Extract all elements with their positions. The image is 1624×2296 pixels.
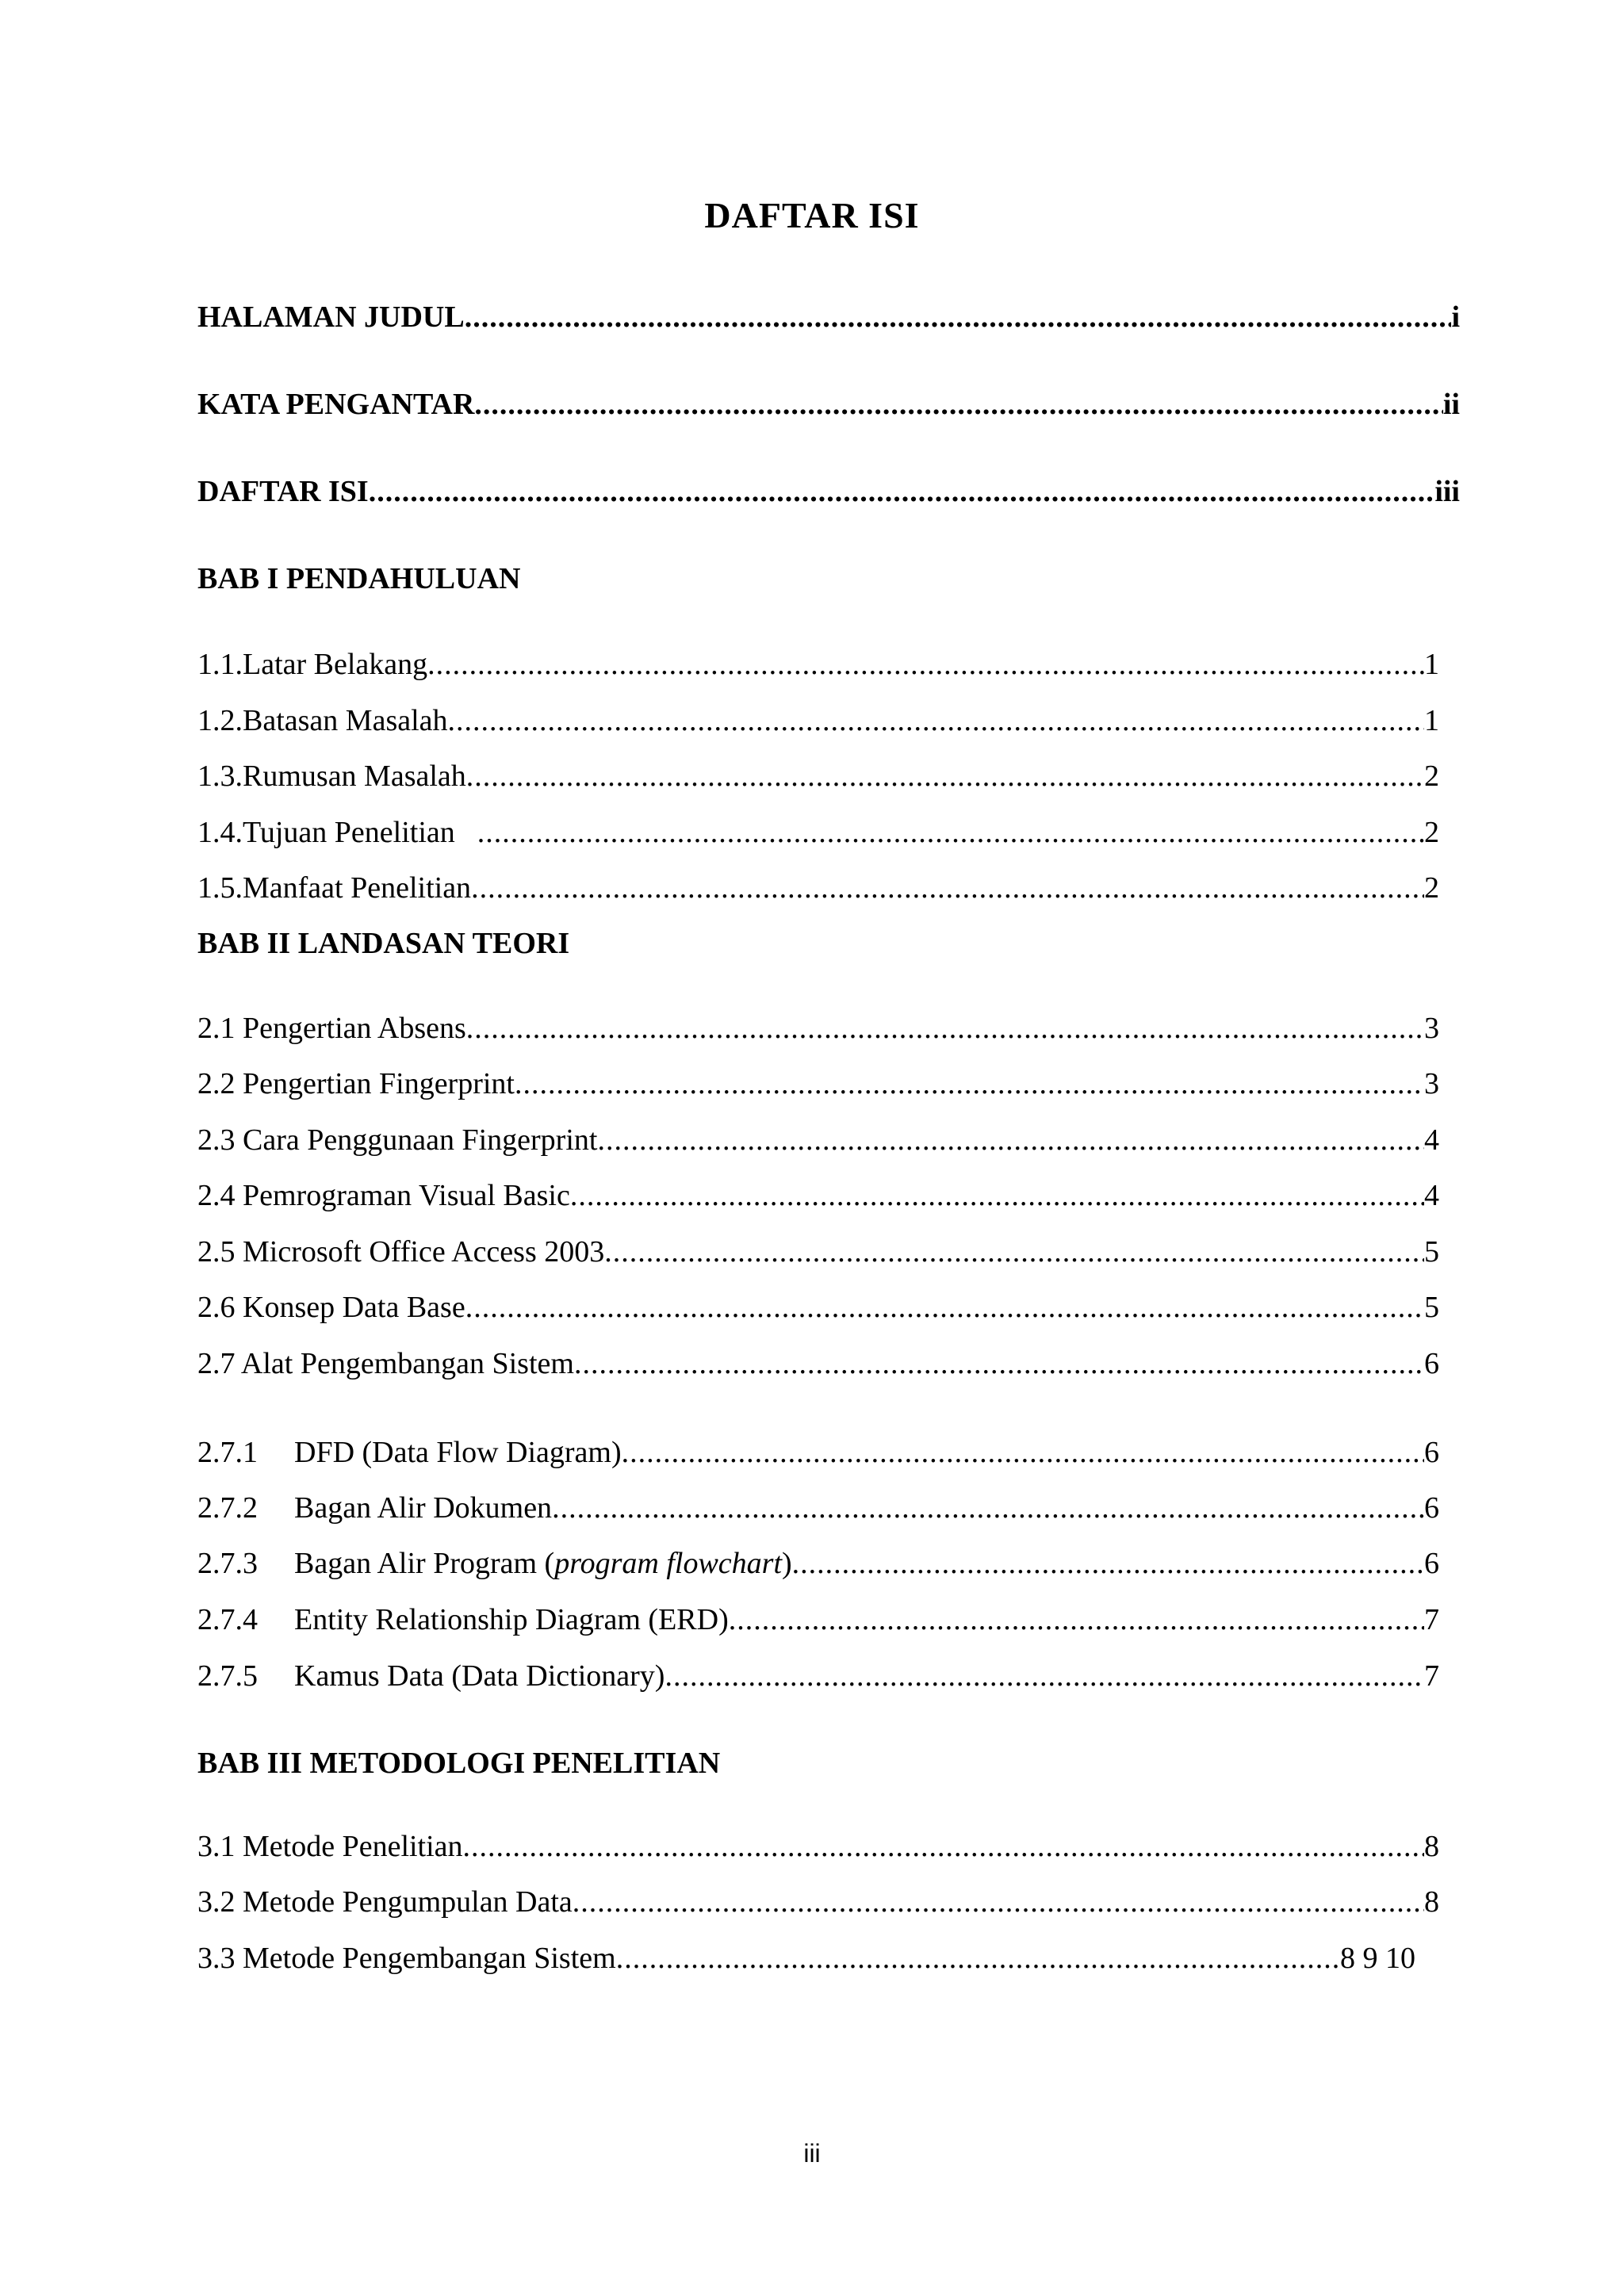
toc-entry-label: 2.1 Pengertian Absens [197,1012,466,1045]
toc-entry-label: 3.2 Metode Pengumpulan Data [197,1885,573,1919]
toc-entry-kata-pengantar[interactable] [197,385,1460,423]
toc-entry-label: 1.4.Tujuan Penelitian [197,816,455,849]
toc-entry-label [197,1601,729,1639]
toc-entry-label: DAFTAR ISI [197,475,369,508]
toc-entry-label: 3.3 Metode Pengembangan Sistem [197,1942,616,1975]
toc-subentry-2-7-3[interactable] [197,1544,1439,1582]
toc-entry-page: 6 [1424,1347,1439,1380]
dot-leader [463,1827,1424,1866]
toc-entry-halaman-judul[interactable] [197,298,1460,336]
toc-entry-2-7[interactable] [197,1345,1439,1383]
dot-leader [466,757,1424,795]
toc-entry-text-italic: program flowchart [554,1547,782,1580]
dot-leader [465,1288,1424,1326]
toc-subentry-2-7-5[interactable] [197,1657,1439,1695]
dot-leader [471,869,1424,907]
toc-entry-label: 1.1.Latar Belakang [197,648,428,681]
toc-entry-label [197,1433,622,1471]
toc-entry-page: 8 9 10 [1340,1942,1415,1975]
toc-entry-page: 8 [1424,1830,1439,1863]
dot-leader [574,1345,1424,1383]
toc-entry-1-1[interactable] [197,645,1439,683]
dot-leader [729,1601,1424,1639]
dot-leader [465,298,1452,336]
toc-entry-page: 6 [1424,1436,1439,1469]
toc-entry-page: 4 [1424,1179,1439,1212]
dot-leader [597,1121,1424,1159]
toc-entry-2-6[interactable] [197,1288,1439,1326]
toc-entry-page: 1 [1424,704,1439,737]
toc-entry-2-3[interactable] [197,1121,1439,1159]
toc-entry-label: KATA PENGANTAR [197,388,475,421]
toc-entry-page: 7 [1424,1603,1439,1636]
toc-entry-label: 3.1 Metode Penelitian [197,1830,463,1863]
toc-entry-label [197,1657,665,1695]
toc-entry-1-3[interactable] [197,757,1439,795]
dot-leader [427,645,1424,683]
chapter-heading-bab3: BAB III METODOLOGI PENELITIAN [197,1747,721,1780]
toc-entry-text: Entity Relationship Diagram (ERD) [294,1603,729,1636]
dot-leader [570,1177,1424,1215]
dot-leader [604,1233,1424,1271]
toc-entry-1-5[interactable] [197,869,1439,907]
toc-entry-number: 2.7.2 [197,1491,258,1525]
toc-entry-2-1[interactable] [197,1009,1439,1047]
toc-entry-page: i [1451,300,1460,334]
toc-entry-page: ii [1442,388,1460,421]
dot-leader [474,385,1442,423]
toc-entry-text: Bagan Alir Dokumen [294,1491,553,1525]
toc-entry-page: 5 [1424,1291,1439,1324]
toc-entry-text: Kamus Data (Data Dictionary) [294,1659,665,1693]
toc-entry-label: 2.3 Cara Penggunaan Fingerprint [197,1123,598,1157]
toc-entry-1-4[interactable] [197,813,1439,851]
dot-leader [573,1883,1424,1921]
toc-entry-label [197,1489,552,1527]
dot-leader [515,1065,1424,1103]
toc-entry-page: 7 [1424,1659,1439,1693]
toc-entry-page: 2 [1424,816,1439,849]
toc-entry-daftar-isi[interactable] [197,473,1460,511]
toc-entry-number: 2.7.1 [197,1436,258,1469]
toc-subentry-2-7-4[interactable] [197,1601,1439,1639]
dot-leader [665,1657,1424,1695]
dot-leader [477,813,1424,851]
toc-entry-label: 1.3.Rumusan Masalah [197,760,466,793]
page-number: iii [803,2139,821,2168]
toc-entry-2-2[interactable] [197,1065,1439,1103]
toc-entry-label: 2.5 Microsoft Office Access 2003 [197,1235,605,1269]
dot-leader [552,1489,1424,1527]
dot-leader [622,1433,1424,1471]
dot-leader [616,1939,1340,1977]
toc-entry-label: 1.2.Batasan Masalah [197,704,448,737]
dot-leader [792,1544,1424,1582]
toc-entry-label: HALAMAN JUDUL [197,300,465,334]
toc-entry-1-2[interactable] [197,702,1439,740]
toc-entry-page: 2 [1424,871,1439,905]
toc-entry-page: 3 [1424,1067,1439,1100]
toc-entry-2-5[interactable] [197,1233,1439,1271]
toc-entry-page: 6 [1424,1491,1439,1525]
chapter-heading-bab1: BAB I PENDAHULUAN [197,562,521,595]
toc-entry-label [197,1544,792,1582]
toc-entry-3-2[interactable] [197,1883,1439,1921]
toc-entry-page: iii [1434,475,1460,508]
toc-entry-page: 5 [1424,1235,1439,1269]
toc-entry-label: 2.2 Pengertian Fingerprint [197,1067,515,1100]
toc-subentry-2-7-1[interactable] [197,1433,1439,1471]
toc-subentry-2-7-2[interactable] [197,1489,1439,1527]
toc-entry-page: 8 [1424,1885,1439,1919]
toc-entry-label: 1.5.Manfaat Penelitian [197,871,472,905]
toc-entry-page: 4 [1424,1123,1439,1157]
toc-entry-text: DFD (Data Flow Diagram) [294,1436,622,1469]
toc-entry-page: 3 [1424,1012,1439,1045]
toc-entry-label: 2.4 Pemrograman Visual Basic [197,1179,570,1212]
toc-entry-number: 2.7.3 [197,1547,258,1580]
dot-leader [448,702,1424,740]
toc-entry-3-3[interactable] [197,1939,1415,1977]
toc-entry-text: Bagan Alir Program ( [294,1547,555,1580]
toc-entry-page: 6 [1424,1547,1439,1580]
toc-entry-label: 2.7 Alat Pengembangan Sistem [197,1347,574,1380]
toc-entry-number: 2.7.5 [197,1659,258,1693]
toc-entry-2-4[interactable] [197,1177,1439,1215]
toc-entry-label: 2.6 Konsep Data Base [197,1291,465,1324]
dot-leader [466,1009,1424,1047]
toc-entry-number: 2.7.4 [197,1603,258,1636]
toc-entry-page: 2 [1424,760,1439,793]
page-title: DAFTAR ISI [704,195,920,235]
toc-entry-3-1[interactable] [197,1827,1439,1866]
toc-entry-text: ) [782,1547,792,1580]
chapter-heading-bab2: BAB II LANDASAN TEORI [197,927,570,960]
toc-entry-page: 1 [1424,648,1439,681]
dot-leader [369,473,1435,511]
